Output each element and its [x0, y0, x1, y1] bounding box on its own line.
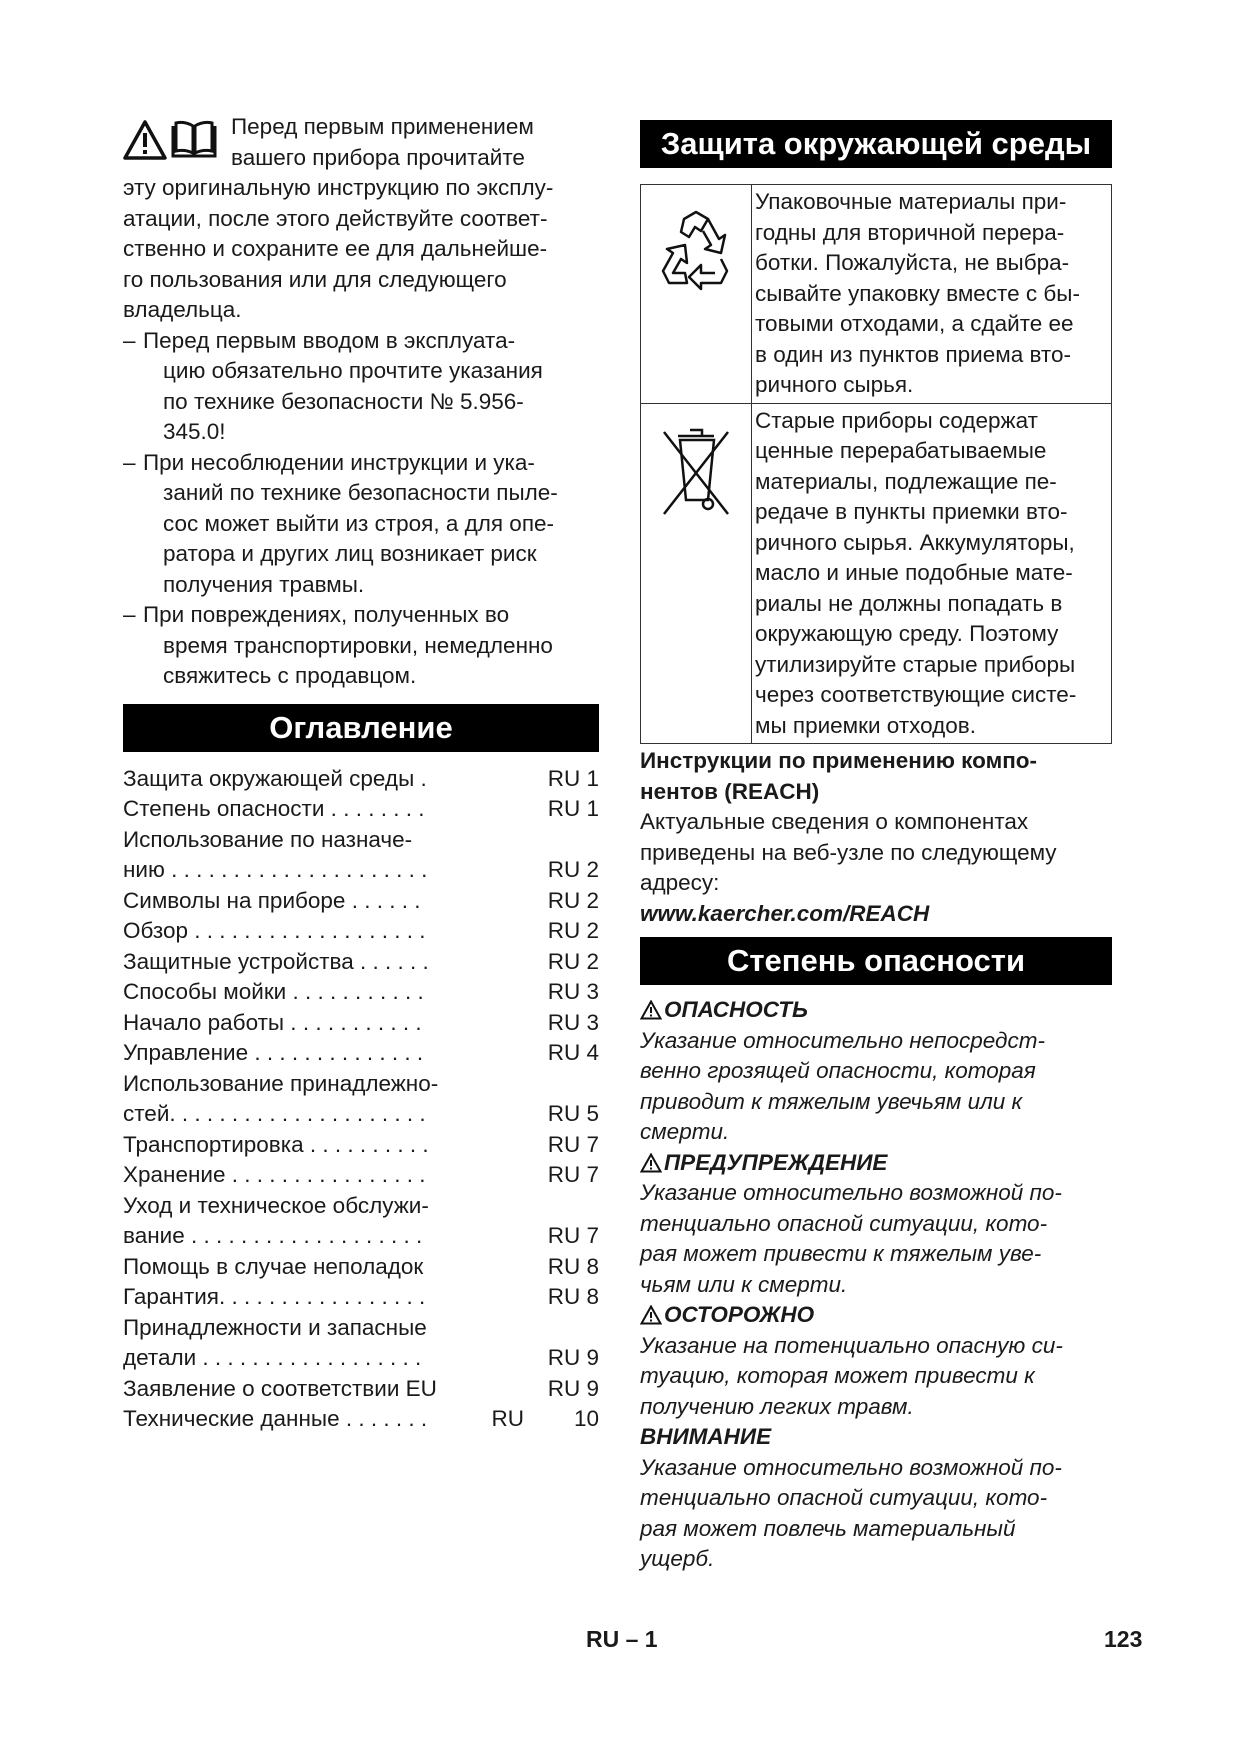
reach-title: Инструкции по применению компо-: [640, 748, 1038, 773]
toc-entry-label: Заявление о соответствии EU: [123, 1375, 437, 1401]
hazard-level-caution: [640, 1300, 1112, 1422]
warning-triangle-icon: [640, 1000, 662, 1020]
hazard-level-danger: [640, 995, 1112, 1148]
bullet-line: получения травмы.: [163, 571, 365, 597]
intro-line: вашего прибора прочитайте: [231, 144, 525, 170]
hazard-line: Указание относительно возможной по-: [640, 1454, 1062, 1480]
env-line: ричного сырья.: [755, 372, 914, 397]
hazard-line: Указание относительно непосредст-: [640, 1027, 1045, 1053]
toc-entry-label: Защита окружающей среды .: [123, 765, 427, 791]
hazard-line: получению легких травм.: [640, 1393, 914, 1419]
warning-triangle-icon: [640, 1153, 662, 1173]
toc-entry-label: Технические данные . . . . . . .: [123, 1406, 428, 1431]
env-line: Старые приборы содержат: [755, 407, 1038, 433]
toc-entry-page: RU 2: [547, 857, 599, 882]
toc-entry[interactable]: [123, 1252, 599, 1283]
dash-marker: –: [123, 602, 136, 627]
reach-section: [640, 746, 1112, 929]
toc-entry[interactable]: [123, 1069, 599, 1100]
hazard-title: Степень опасности: [640, 937, 1112, 985]
toc-entry[interactable]: [123, 886, 599, 917]
toc-entry-label: Хранение . . . . . . . . . . . . . . . .: [123, 1162, 426, 1187]
toc-entry[interactable]: [123, 855, 599, 886]
env-line: окружающую среду. Поэтому: [755, 621, 1059, 646]
toc-entry[interactable]: [123, 977, 599, 1008]
toc-entry[interactable]: [123, 1313, 599, 1344]
manual-book-icon: [169, 120, 219, 160]
hazard-name: ОПАСНОСТЬ: [664, 997, 808, 1022]
warning-triangle-icon: [640, 1305, 662, 1325]
toc-entry-page: RU 3: [547, 1009, 599, 1035]
bullet-line: время транспортировки, немедленно: [163, 632, 553, 658]
toc-entry-page: RU 1: [547, 796, 599, 821]
toc-entry-label: Способы мойки . . . . . . . . . . .: [123, 979, 424, 1004]
toc-entry[interactable]: [123, 1221, 599, 1252]
hazard-line: рая может повлечь материальный: [640, 1515, 1016, 1541]
hazard-line: ущерб.: [640, 1546, 715, 1571]
hazard-line: смерти.: [640, 1119, 730, 1144]
toc-entry[interactable]: [123, 1374, 599, 1405]
warning-triangle-icon: [123, 120, 167, 160]
env-line: Упаковочные материалы при-: [755, 189, 1067, 214]
toc-entry-page: RU 3: [547, 979, 599, 1004]
bullet-item: [123, 448, 599, 601]
toc-entry-page: RU 8: [547, 1253, 599, 1279]
env-line: годны для вторичной перера-: [755, 219, 1065, 245]
toc-entry-label: Обзор . . . . . . . . . . . . . . . . . . .: [123, 918, 426, 943]
intro-bullets: [123, 326, 599, 692]
toc-entry-page: RU 4: [547, 1040, 599, 1065]
hazard-name: ОСТОРОЖНО: [664, 1302, 815, 1327]
reach-url-link[interactable]: www.kaercher.com/REACH: [640, 900, 930, 926]
intro-first-lines: [231, 112, 534, 173]
toc-entry-label: нию . . . . . . . . . . . . . . . . . . . . .: [123, 857, 428, 882]
hazard-line: туацию, которая может привести к: [640, 1363, 1035, 1388]
intro-line: го пользования или для следующего: [123, 266, 507, 292]
toc-entry[interactable]: [123, 1404, 599, 1435]
toc-entry[interactable]: [123, 1160, 599, 1191]
toc-entry-page: RU 7: [547, 1223, 599, 1248]
footer-page-number: 123: [1104, 1626, 1143, 1652]
toc-title: Оглавление: [123, 704, 599, 752]
toc-entry[interactable]: [123, 1282, 599, 1313]
toc-entry-label: стей. . . . . . . . . . . . . . . . . . . . .: [123, 1101, 426, 1126]
right-column: [640, 120, 1112, 1575]
hazard-line: рая может привести к тяжелым уве-: [640, 1241, 1042, 1266]
hazard-line: чьям или к смерти.: [640, 1271, 848, 1297]
environment-text-cell: [752, 403, 1112, 744]
env-line: через соответствующие систе-: [755, 682, 1077, 707]
env-line: материалы, подлежащие пе-: [755, 468, 1057, 494]
environment-row: [641, 403, 1112, 744]
toc-entry-page: RU 2: [547, 948, 599, 974]
recycling-icon: [651, 207, 741, 297]
reach-text: адресу:: [640, 870, 720, 895]
toc-entry[interactable]: [123, 764, 599, 795]
env-line: риалы не должны попадать в: [755, 590, 1063, 616]
toc-entry[interactable]: [123, 1191, 599, 1222]
crossed-bin-icon: [656, 422, 736, 522]
toc-entry-label: Защитные устройства . . . . . .: [123, 948, 429, 974]
dash-marker: –: [123, 449, 136, 475]
toc-entry-label: Символы на приборе . . . . . .: [123, 887, 421, 913]
environment-icon-cell: [641, 185, 752, 404]
intro-line: ственно и сохраните ее для дальнейше-: [123, 236, 548, 261]
toc-entry-label: вание . . . . . . . . . . . . . . . . . . .: [123, 1223, 423, 1248]
bullet-line: свяжитесь с продавцом.: [163, 663, 417, 688]
toc-entry[interactable]: [123, 1008, 599, 1039]
toc-entry-label: детали . . . . . . . . . . . . . . . . . .: [123, 1345, 422, 1370]
bullet-item: [123, 600, 599, 692]
hazard-line: Указание на потенциально опасную си-: [640, 1332, 1063, 1358]
toc-entry-label: Начало работы . . . . . . . . . . .: [123, 1009, 422, 1035]
footer-section-label: RU – 1: [586, 1626, 658, 1652]
toc-entry-label: Принадлежности и запасные: [123, 1314, 427, 1340]
toc-entry-page: RU 9: [547, 1345, 599, 1370]
environment-title: Защита окружающей среды: [640, 120, 1112, 168]
toc-entry-label: Гарантия. . . . . . . . . . . . . . . . .: [123, 1284, 426, 1309]
env-line: утилизируйте старые приборы: [755, 651, 1076, 677]
hazard-line: тенциально опасной ситуации, кото-: [640, 1210, 1048, 1236]
environment-icon-cell: [641, 403, 752, 744]
hazard-line: Указание относительно возможной по-: [640, 1180, 1062, 1205]
toc-entry[interactable]: [123, 1343, 599, 1374]
toc-entry[interactable]: [123, 916, 599, 947]
toc-entry[interactable]: [123, 1038, 599, 1069]
hazard-line: венно грозящей опасности, которая: [640, 1058, 1036, 1083]
environment-row: [641, 185, 1112, 404]
env-line: масло и иные подобные мате-: [755, 560, 1073, 585]
env-line: мы приемки отходов.: [755, 712, 976, 738]
toc-entry-page: RU 7: [547, 1162, 599, 1187]
toc-entry-label: Степень опасности . . . . . . . .: [123, 796, 425, 821]
hazard-line: приводит к тяжелым увечьям или к: [640, 1088, 1023, 1114]
bullet-line: При несоблюдении инструкции и ука-: [143, 449, 535, 475]
environment-table: [640, 184, 1112, 744]
bullet-line: сос может выйти из строя, а для опе-: [163, 510, 555, 536]
bullet-line: цию обязательно прочтите указания: [163, 358, 543, 383]
reach-title: нентов (REACH): [640, 778, 820, 804]
hazard-levels: [640, 995, 1112, 1575]
toc-entry-page: RU 1: [547, 765, 599, 791]
toc-entry-label: Использование принадлежно-: [123, 1070, 439, 1096]
toc-entry-page: RU 8: [547, 1284, 599, 1309]
toc-entry[interactable]: [123, 1130, 599, 1161]
toc-entry-label: Управление . . . . . . . . . . . . . .: [123, 1040, 424, 1065]
bullet-item: [123, 326, 599, 448]
intro-header: [123, 112, 599, 173]
env-line: в один из пунктов приема вто-: [755, 341, 1071, 367]
toc-entry[interactable]: [123, 1099, 599, 1130]
toc-entry[interactable]: [123, 794, 599, 825]
intro-line: владельца.: [123, 297, 242, 322]
toc-entry-page: RU 2: [547, 918, 599, 943]
hazard-name: ПРЕДУПРЕЖДЕНИЕ: [664, 1149, 888, 1175]
bullet-line: по технике безопасности № 5.956-: [163, 388, 524, 414]
hazard-level-notice: [640, 1422, 1112, 1575]
intro-icons: [123, 120, 219, 160]
bullet-line: заний по технике безопасности пыле-: [163, 480, 558, 505]
reach-text: Актуальные сведения о компонентах: [640, 809, 1029, 834]
bullet-line: При повреждениях, полученных во: [143, 602, 510, 627]
intro-text: [123, 173, 599, 326]
toc-entry-page: RU 10: [491, 1406, 599, 1431]
toc-entry-label: Использование по назначе-: [123, 826, 413, 852]
left-column: [123, 112, 599, 1435]
env-line: сывайте упаковку вместе с бы-: [755, 280, 1080, 306]
env-line: редаче в пункты приемки вто-: [755, 499, 1068, 524]
toc-entry-label: Транспортировка . . . . . . . . . .: [123, 1131, 429, 1157]
dash-marker: –: [123, 327, 136, 353]
toc-entry-label: Уход и техническое обслужи-: [123, 1192, 429, 1218]
intro-line: Перед первым применением: [231, 114, 534, 139]
env-line: ценные перерабатываемые: [755, 438, 1047, 463]
toc-entry-page: RU 7: [547, 1131, 599, 1157]
toc-entry-page: RU 2: [547, 887, 599, 913]
hazard-name: ВНИМАНИЕ: [640, 1424, 772, 1449]
environment-text-cell: [752, 185, 1112, 404]
intro-line: атации, после этого действуйте соответ-: [123, 205, 548, 231]
toc-entry-label: Помощь в случае неполадок: [123, 1253, 424, 1279]
intro-line: эту оригинальную инструкцию по эксплу-: [123, 175, 554, 200]
bullet-line: ратора и других лиц возникает риск: [163, 541, 537, 566]
bullet-line: Перед первым вводом в эксплуата-: [143, 327, 516, 353]
toc-entry[interactable]: [123, 947, 599, 978]
hazard-line: тенциально опасной ситуации, кото-: [640, 1485, 1048, 1510]
bullet-line: 345.0!: [163, 419, 226, 444]
toc-list: [123, 764, 599, 1435]
env-line: ричного сырья. Аккумуляторы,: [755, 529, 1075, 555]
hazard-level-warning: [640, 1148, 1112, 1301]
toc-entry[interactable]: [123, 825, 599, 856]
toc-entry-page: RU 5: [547, 1101, 599, 1126]
toc-entry-page: RU 9: [547, 1375, 599, 1401]
reach-text: приведены на веб-узле по следующему: [640, 839, 1057, 865]
env-line: товыми отходами, а сдайте ее: [755, 311, 1074, 336]
env-line: ботки. Пожалуйста, не выбра-: [755, 250, 1070, 275]
